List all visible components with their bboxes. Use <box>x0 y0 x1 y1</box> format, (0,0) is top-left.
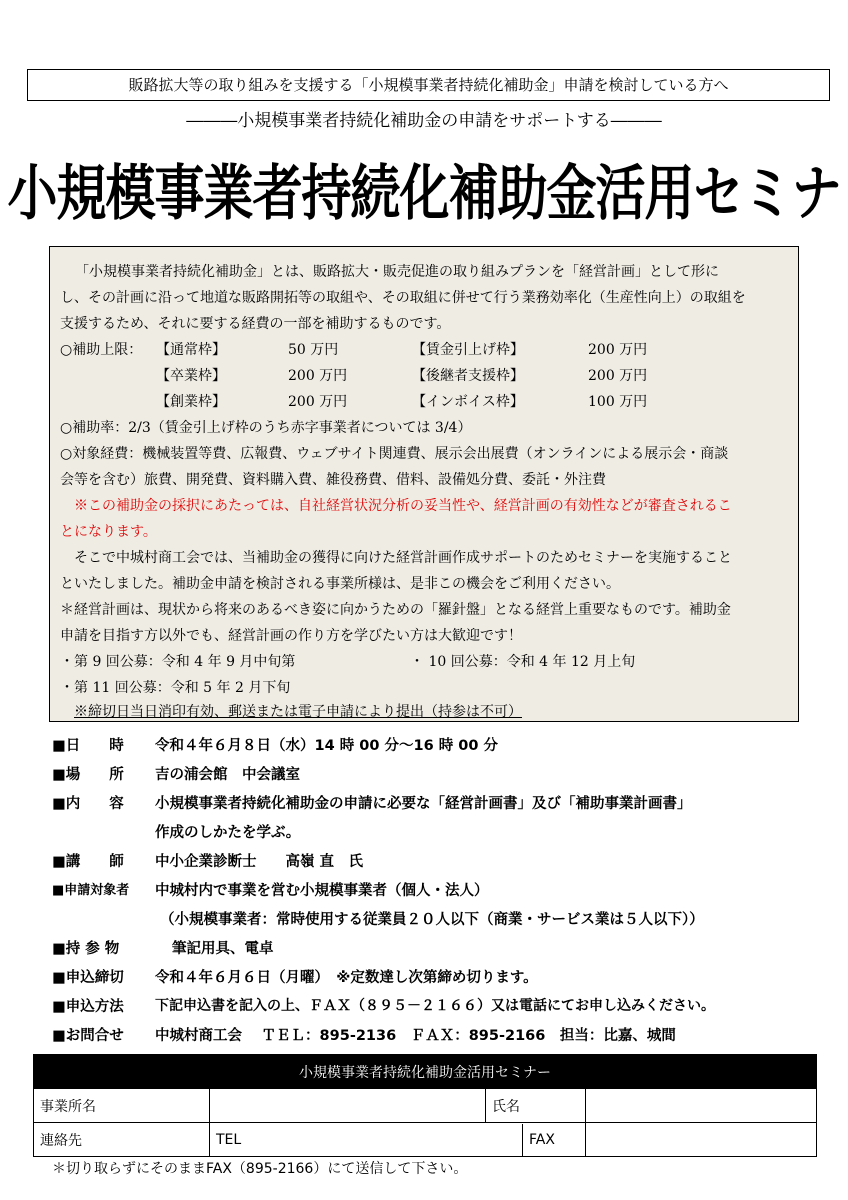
tel-field[interactable] <box>210 1123 586 1157</box>
target-audience-notice: 販路拡大等の取り組みを支援する「小規模事業者持続化補助金」申請を検討している方へ <box>27 69 830 101</box>
detail-value-eligible-2: （小規模事業者：常時使用する従業員２０人以下（商業・サービス業は５人以下）） <box>160 912 704 928</box>
business-name-field[interactable] <box>210 1089 486 1123</box>
detail-value-content-2: 作成のしかたを学ぶ。 <box>155 825 301 841</box>
fax-label: FAX <box>529 1131 555 1148</box>
form-header: 小規模事業者持続化補助金活用セミナー <box>34 1055 817 1089</box>
detail-value-eligible: 中城村内で事業を営む小規模事業者（個人・法人） <box>155 883 489 899</box>
round-9: ・第 9 回公募：令和 4 年 9 月中旬第 <box>60 654 296 670</box>
support-line-2: といたしました。補助金申請を検討される事業所様は、是非この機会をご利用ください。 <box>60 576 620 592</box>
frame-amount: 100 万円 <box>588 394 648 410</box>
intro-line-3: 支援するため、それに要する経費の一部を補助するものです。 <box>60 316 451 332</box>
expenses-line-1: ○対象経費：機械装置等費、広報費、ウェブサイト関連費、展示会出展費（オンラインによる展示会・商談 <box>60 446 729 462</box>
frame-name: 【通常枠】 <box>156 342 226 358</box>
detail-label-date: ■日 時 <box>52 738 124 754</box>
round-10: ・ 10 回公募：令和 4 年 12 月上旬 <box>410 654 636 670</box>
frame-amount: 50 万円 <box>288 342 339 358</box>
plan-line-2: 申請を目指す方以外でも、経営計画の作り方を学びたい方は大歓迎です！ <box>60 628 522 644</box>
support-line-1: そこで中城村商工会では、当補助金の獲得に向けた経営計画作成サポートのためセミナーを実施すること <box>60 550 732 566</box>
name-label: 氏名 <box>486 1089 586 1123</box>
detail-value-venue: 吉の浦会館 中会議室 <box>155 767 300 783</box>
tel-label: TEL <box>210 1124 523 1156</box>
intro-line-1: 「小規模事業者持続化補助金」とは、販路拡大・販売促進の取り組みプランを「経営計画」として形に <box>68 264 719 280</box>
expenses-line-2: 会等を含む）旅費、開発費、資料購入費、雑役務費、借料、設備処分費、委託・外注費 <box>60 472 606 488</box>
detail-label-bring: ■持 参 物 <box>52 941 120 957</box>
plan-line-1: ＊経営計画は、現状から将来のあるべき姿に向かうための「羅針盤」となる経営上重要なものです。補助金 <box>60 602 731 618</box>
detail-label-method: ■申込方法 <box>52 999 124 1015</box>
detail-label-content: ■内 容 <box>52 796 124 812</box>
frame-amount: 200 万円 <box>288 394 348 410</box>
detail-value-contact: 中城村商工会 ＴＥＬ：895-2136 ＦＡＸ：895-2166 担当：比嘉、城間 <box>155 1028 676 1044</box>
frame-name: 【創業枠】 <box>156 394 226 410</box>
detail-value-method: 下記申込書を記入の上、ＦＡＸ（８９５－２１６６）又は電話にてお申し込みください。 <box>155 998 715 1014</box>
intro-line-2: し、その計画に沿って地道な販路開拓等の取組や、その取組に併せて行う業務効率化（生産性向上）の取組を <box>60 290 746 306</box>
detail-label-eligible: ■申請対象者 <box>52 883 130 898</box>
detail-label-deadline: ■申込締切 <box>52 970 124 986</box>
detail-value-bring: 筆記用具、電卓 <box>172 941 274 957</box>
frame-amount: 200 万円 <box>588 342 648 358</box>
subsidy-rate: ○補助率：2/3（賃金引上げ枠のうち赤字事業者については 3/4） <box>60 420 472 436</box>
page-subtitle: ―――小規模事業者持続化補助金の申請をサポートする――― <box>186 111 662 131</box>
page-title: 小規模事業者持続化補助金活用セミナ <box>7 158 841 229</box>
frame-amount: 200 万円 <box>588 368 648 384</box>
detail-label-contact: ■お問合せ <box>52 1028 124 1044</box>
detail-value-date: 令和４年６月８日（水）14 時 00 分～16 時 00 分 <box>155 738 498 754</box>
warning-line-2: とになります。 <box>60 524 157 540</box>
frame-name: 【後継者支援枠】 <box>412 368 524 384</box>
frame-amount: 200 万円 <box>288 368 348 384</box>
fax-instruction: ＊切り取らずにそのままFAX（895-2166）にて送信して下さい。 <box>52 1161 468 1177</box>
detail-label-lecturer: ■講 師 <box>52 854 124 870</box>
frame-name: 【卒業枠】 <box>156 368 226 384</box>
detail-value-lecturer: 中小企業診断士 高嶺 直 氏 <box>155 854 364 870</box>
application-form <box>33 1054 817 1157</box>
frame-name: 【賃金引上げ枠】 <box>412 342 524 358</box>
limit-label: ○補助上限： <box>60 342 143 358</box>
warning-line-1: ※この補助金の採択にあたっては、自社経営状況分析の妥当性や、経営計画の有効性などが審査されるこ <box>60 498 732 514</box>
deadline-note: ※締切日当日消印有効、郵送または電子申請により提出（持参は不可） <box>74 704 522 720</box>
detail-value-content: 小規模事業者持続化補助金の申請に必要な「経営計画書」及び「補助事業計画書」 <box>155 796 692 812</box>
name-field[interactable] <box>586 1089 817 1123</box>
detail-label-venue: ■場 所 <box>52 767 124 783</box>
frame-name: 【インボイス枠】 <box>412 394 524 410</box>
contact-label: 連絡先 <box>34 1123 210 1157</box>
business-name-label: 事業所名 <box>34 1089 210 1123</box>
fax-field[interactable] <box>586 1123 817 1157</box>
detail-value-deadline: 令和４年６月６日（月曜） ※定数達し次第締め切ります。 <box>155 970 538 986</box>
round-11: ・第 11 回公募：令和 5 年 2 月下旬 <box>60 680 291 696</box>
